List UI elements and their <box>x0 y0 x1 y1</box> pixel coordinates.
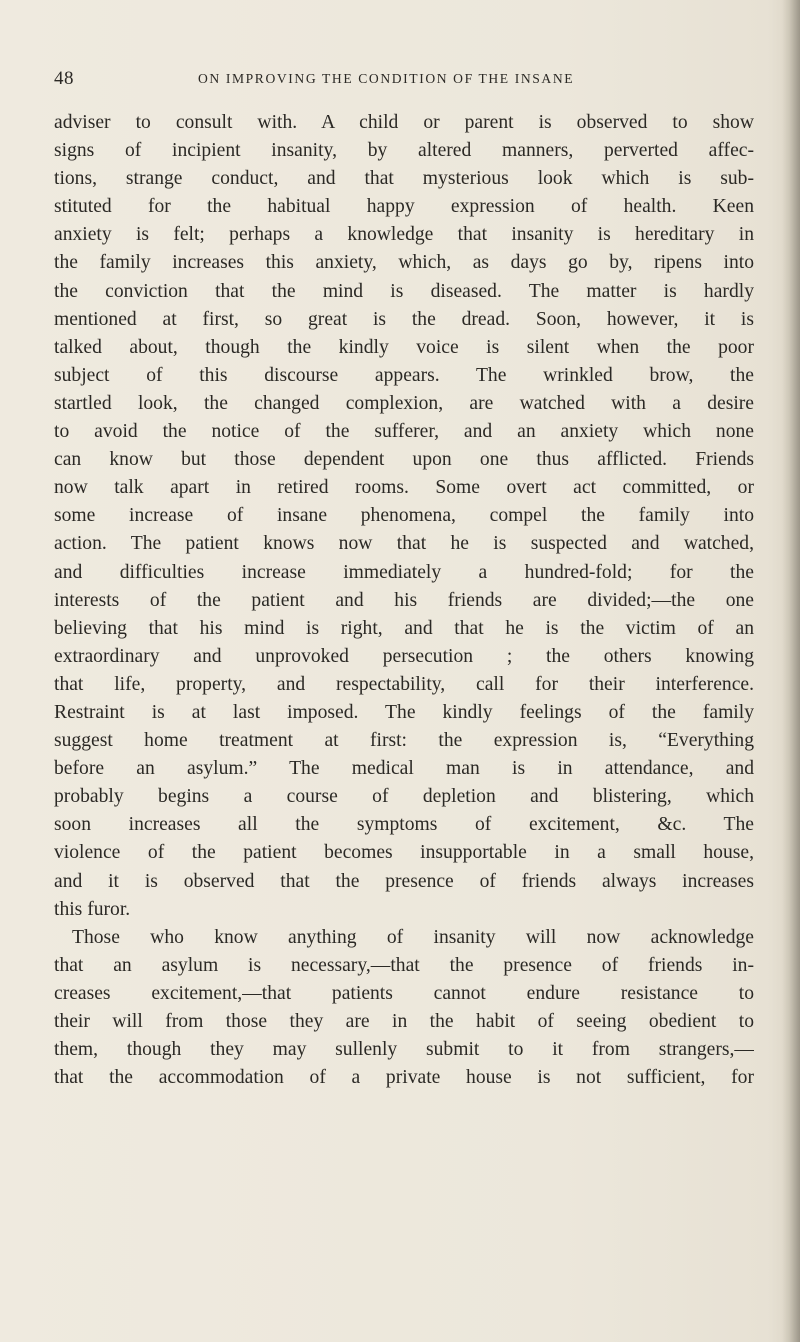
text-line: that life, property, and respectability, call for their interference. <box>54 673 754 695</box>
text-line: some increase of insane phenomena, compel the family into <box>54 505 754 527</box>
text-line: and it is observed that the presence of friends always increases <box>54 870 754 892</box>
text-line: their will from those they are in the habit of seeing obedient to <box>54 1011 754 1032</box>
text-line: Restraint is at last imposed. The kindly feelings of the family <box>54 701 754 723</box>
text-line: that the accommodation of a private house is not sufficient, for <box>54 1067 754 1089</box>
text-line: the family increases this anxiety, which, as days go by, ripens into <box>54 252 754 274</box>
text-line: tions, strange conduct, and that mysterious look which is sub- <box>54 168 754 190</box>
running-head <box>54 68 754 92</box>
running-title: ON IMPROVING THE CONDITION OF THE INSANE <box>198 71 575 86</box>
text-line: creases excitement,—that patients cannot endure resistance to <box>54 982 754 1004</box>
text-line: before an asylum.” The medical man is in attendance, and <box>54 758 754 780</box>
text-line: probably begins a course of depletion and blistering, which <box>54 786 754 808</box>
text-line: mentioned at first, so great is the dread. Soon, however, it is <box>54 308 754 330</box>
page-number: 48 <box>54 68 74 89</box>
text-line: stituted for the habitual happy expression of health. Keen <box>54 196 754 218</box>
text-line: adviser to consult with. A child or parent is observed to show <box>54 112 754 133</box>
text-line: them, though they may sullenly submit to it from strangers,— <box>54 1039 754 1061</box>
text-line: subject of this discourse appears. The wrinkled brow, the <box>54 364 754 386</box>
text-line: believing that his mind is right, and that he is the victim of an <box>54 617 754 639</box>
text-line: the conviction that the mind is diseased. The matter is hardly <box>54 280 754 302</box>
text-line: can know but those dependent upon one thus afflicted. Friends <box>54 449 754 471</box>
text-line: and difficulties increase immediately a hundred-fold; for the <box>54 561 754 583</box>
text-line: Those who know anything of insanity will now acknowledge <box>72 926 754 948</box>
text-line: violence of the patient becomes insupportable in a small house, <box>54 842 754 864</box>
text-line: extraordinary and unprovoked persecution ; the others knowing <box>54 645 754 667</box>
text-line: that an asylum is necessary,—that the presence of friends in- <box>54 954 754 976</box>
text-line: this furor. <box>54 898 131 920</box>
text-line: suggest home treatment at first: the expression is, “Everything <box>54 730 754 752</box>
text-line: now talk apart in retired rooms. Some overt act committed, or <box>54 477 754 499</box>
text-line: action. The patient knows now that he is suspected and watched, <box>54 533 754 555</box>
text-line: talked about, though the kindly voice is silent when the poor <box>54 336 754 358</box>
body-text <box>54 109 754 1092</box>
text-line: to avoid the notice of the sufferer, and an anxiety which none <box>54 421 754 443</box>
text-line: interests of the patient and his friends are divided;—the one <box>54 589 754 611</box>
page-edge-shadow <box>782 0 800 1342</box>
text-line: soon increases all the symptoms of excitement, &c. The <box>54 814 754 836</box>
text-line: startled look, the changed complexion, are watched with a desire <box>54 392 754 414</box>
text-line: signs of incipient insanity, by altered manners, perverted affec- <box>54 140 754 162</box>
text-line: anxiety is felt; perhaps a knowledge that insanity is hereditary in <box>54 224 754 246</box>
